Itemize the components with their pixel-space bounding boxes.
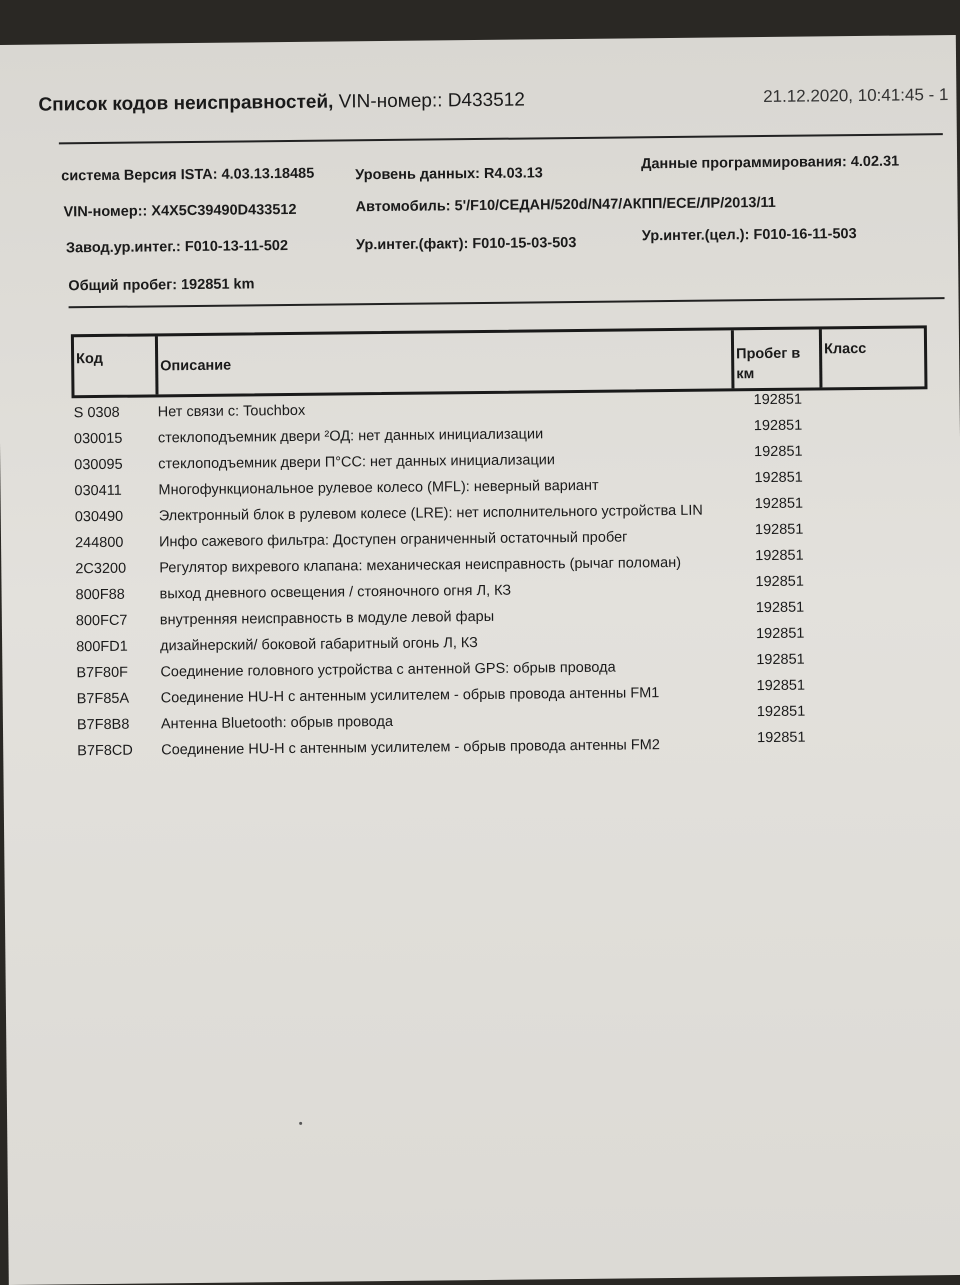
- fault-table-body: [73, 391, 938, 768]
- title-vin: VIN-номер:: D433512: [338, 89, 525, 113]
- fault-class: [834, 447, 934, 466]
- header-mileage: [734, 329, 823, 388]
- header-class: Класс: [823, 340, 867, 358]
- fault-class: [835, 551, 935, 570]
- actual-integration-level: [356, 235, 577, 253]
- info-divider: [69, 297, 945, 308]
- factory-integration-level: [66, 238, 288, 256]
- fault-code: B7F85A: [76, 690, 130, 708]
- mileage-label: Общий пробег:: [68, 277, 178, 295]
- fault-class: [834, 421, 934, 440]
- title-text: Список кодов неисправностей,: [38, 91, 334, 116]
- fault-description: Электронный блок в рулевом колесе (LRE): нет исполнительного устройства LIN: [158, 502, 703, 525]
- fault-code: 030411: [74, 482, 122, 500]
- print-datetime: 21.12.2020, 10:41:45 - 1: [763, 85, 949, 107]
- fault-class: [837, 681, 937, 700]
- fault-description: Соединение головного устройства с антенной GPS: обрыв провода: [160, 659, 616, 681]
- data-level: [355, 165, 543, 183]
- vehicle-info: [355, 195, 775, 215]
- data-level-value: R4.03.13: [483, 165, 543, 182]
- table-row: [77, 729, 937, 760]
- target-label: Ур.интег.(цел.):: [641, 227, 750, 245]
- vehicle-label: Автомобиль:: [355, 198, 451, 216]
- fault-description: стеклоподъемник двери ²ОД: нет данных инициализации: [157, 426, 544, 447]
- factory-label: Завод.ур.интег.:: [65, 239, 181, 257]
- fault-description: Нет связи с: Touchbox: [157, 402, 306, 421]
- fault-mileage: 192851: [755, 547, 804, 565]
- ista-version: [61, 166, 314, 185]
- fault-code: B7F80F: [76, 664, 129, 682]
- fault-code: B7F8B8: [76, 716, 130, 734]
- vehicle-value: 5'/F10/СЕДАН/520d/N47/АКПП/ЕСЕ/ЛР/2013/11: [454, 194, 776, 215]
- fault-mileage: 192851: [756, 703, 806, 721]
- fault-mileage: 192851: [755, 573, 804, 591]
- header-description: Описание: [158, 330, 735, 394]
- ista-value: 4.03.13.18485: [221, 165, 315, 183]
- fault-description: Многофункциональное рулевое колесо (MFL): неверный вариант: [158, 477, 599, 499]
- fault-class: [836, 603, 936, 622]
- target-value: F010-16-11-503: [753, 226, 857, 244]
- fault-mileage: 192851: [756, 677, 806, 695]
- fault-description: внутренняя неисправность в модуле левой фары: [159, 608, 495, 629]
- data-level-label: Уровень данных:: [355, 165, 481, 184]
- fault-class: [836, 655, 936, 674]
- fault-code: 030490: [74, 508, 124, 526]
- fault-code: 030015: [73, 430, 123, 448]
- fault-description: Инфо сажевого фильтра: Доступен ограниченный остаточный пробег: [158, 529, 628, 551]
- vin-number: [64, 202, 297, 220]
- fault-class: [836, 629, 936, 648]
- vin-label: VIN-номер::: [63, 203, 148, 221]
- header-mileage-line2: км: [736, 366, 755, 383]
- fault-table-header: [71, 325, 928, 398]
- fault-description: Соединение HU-H с антенным усилителем - обрыв провода антенны FM2: [161, 737, 660, 759]
- programming-label: Данные программирования:: [641, 154, 847, 173]
- fault-class: [837, 733, 937, 752]
- fault-class: [834, 473, 934, 492]
- header-mileage-line1: Пробег в: [736, 345, 801, 363]
- fault-description: Антенна Bluetooth: обрыв провода: [160, 713, 394, 733]
- fault-mileage: 192851: [755, 599, 805, 617]
- fault-code: 2C3200: [75, 560, 127, 578]
- top-divider: [59, 133, 943, 144]
- fault-mileage: 192851: [754, 469, 803, 487]
- total-mileage: [68, 276, 254, 294]
- fault-class: [835, 499, 935, 518]
- fault-description: стеклоподъемник двери П°СС: нет данных инициализации: [158, 452, 556, 473]
- header-code: Код: [74, 336, 159, 395]
- programming-data: [641, 154, 899, 173]
- fault-mileage: 192851: [753, 391, 803, 409]
- mileage-value: 192851 km: [180, 276, 255, 294]
- fault-description: Регулятор вихревого клапана: механическая неисправность (рычаг поломан): [159, 554, 682, 577]
- fault-mileage: 192851: [756, 651, 805, 669]
- printed-page: [0, 35, 960, 1285]
- fault-description: дизайнерский/ боковой габаритный огонь Л, КЗ: [160, 635, 478, 655]
- fault-code: 030095: [74, 456, 123, 474]
- target-integration-level: [642, 226, 857, 244]
- paper-speck: [299, 1122, 302, 1125]
- fault-mileage: 192851: [754, 443, 803, 461]
- fault-class: [834, 395, 934, 414]
- document-title: [38, 90, 525, 117]
- fault-code: 244800: [74, 534, 124, 552]
- fault-code: B7F8CD: [77, 742, 133, 760]
- programming-value: 4.02.31: [850, 153, 900, 171]
- fault-mileage: 192851: [753, 417, 803, 435]
- fault-code: 800F88: [75, 586, 125, 604]
- fault-code: 800FD1: [76, 638, 128, 656]
- fault-class: [835, 577, 935, 596]
- document-header: [38, 85, 948, 135]
- fault-mileage: 192851: [757, 729, 806, 747]
- fault-description: выход дневного освещения / стояночного огня Л, КЗ: [159, 582, 512, 603]
- fault-mileage: 192851: [754, 521, 804, 539]
- actual-label: Ур.интег.(факт):: [355, 236, 469, 254]
- factory-value: F010-13-11-502: [184, 238, 289, 256]
- actual-value: F010-15-03-503: [472, 234, 577, 253]
- fault-code: 800FC7: [75, 612, 128, 630]
- fault-class: [837, 707, 937, 726]
- ista-label: система Версия ISTA:: [61, 166, 218, 185]
- fault-class: [835, 525, 935, 544]
- fault-description: Соединение HU-H с антенным усилителем - обрыв провода антенны FM1: [160, 685, 660, 707]
- fault-mileage: 192851: [755, 625, 805, 643]
- fault-mileage: 192851: [754, 495, 804, 513]
- vin-value: X4X5C39490D433512: [151, 201, 297, 220]
- fault-code: S 0308: [73, 404, 120, 422]
